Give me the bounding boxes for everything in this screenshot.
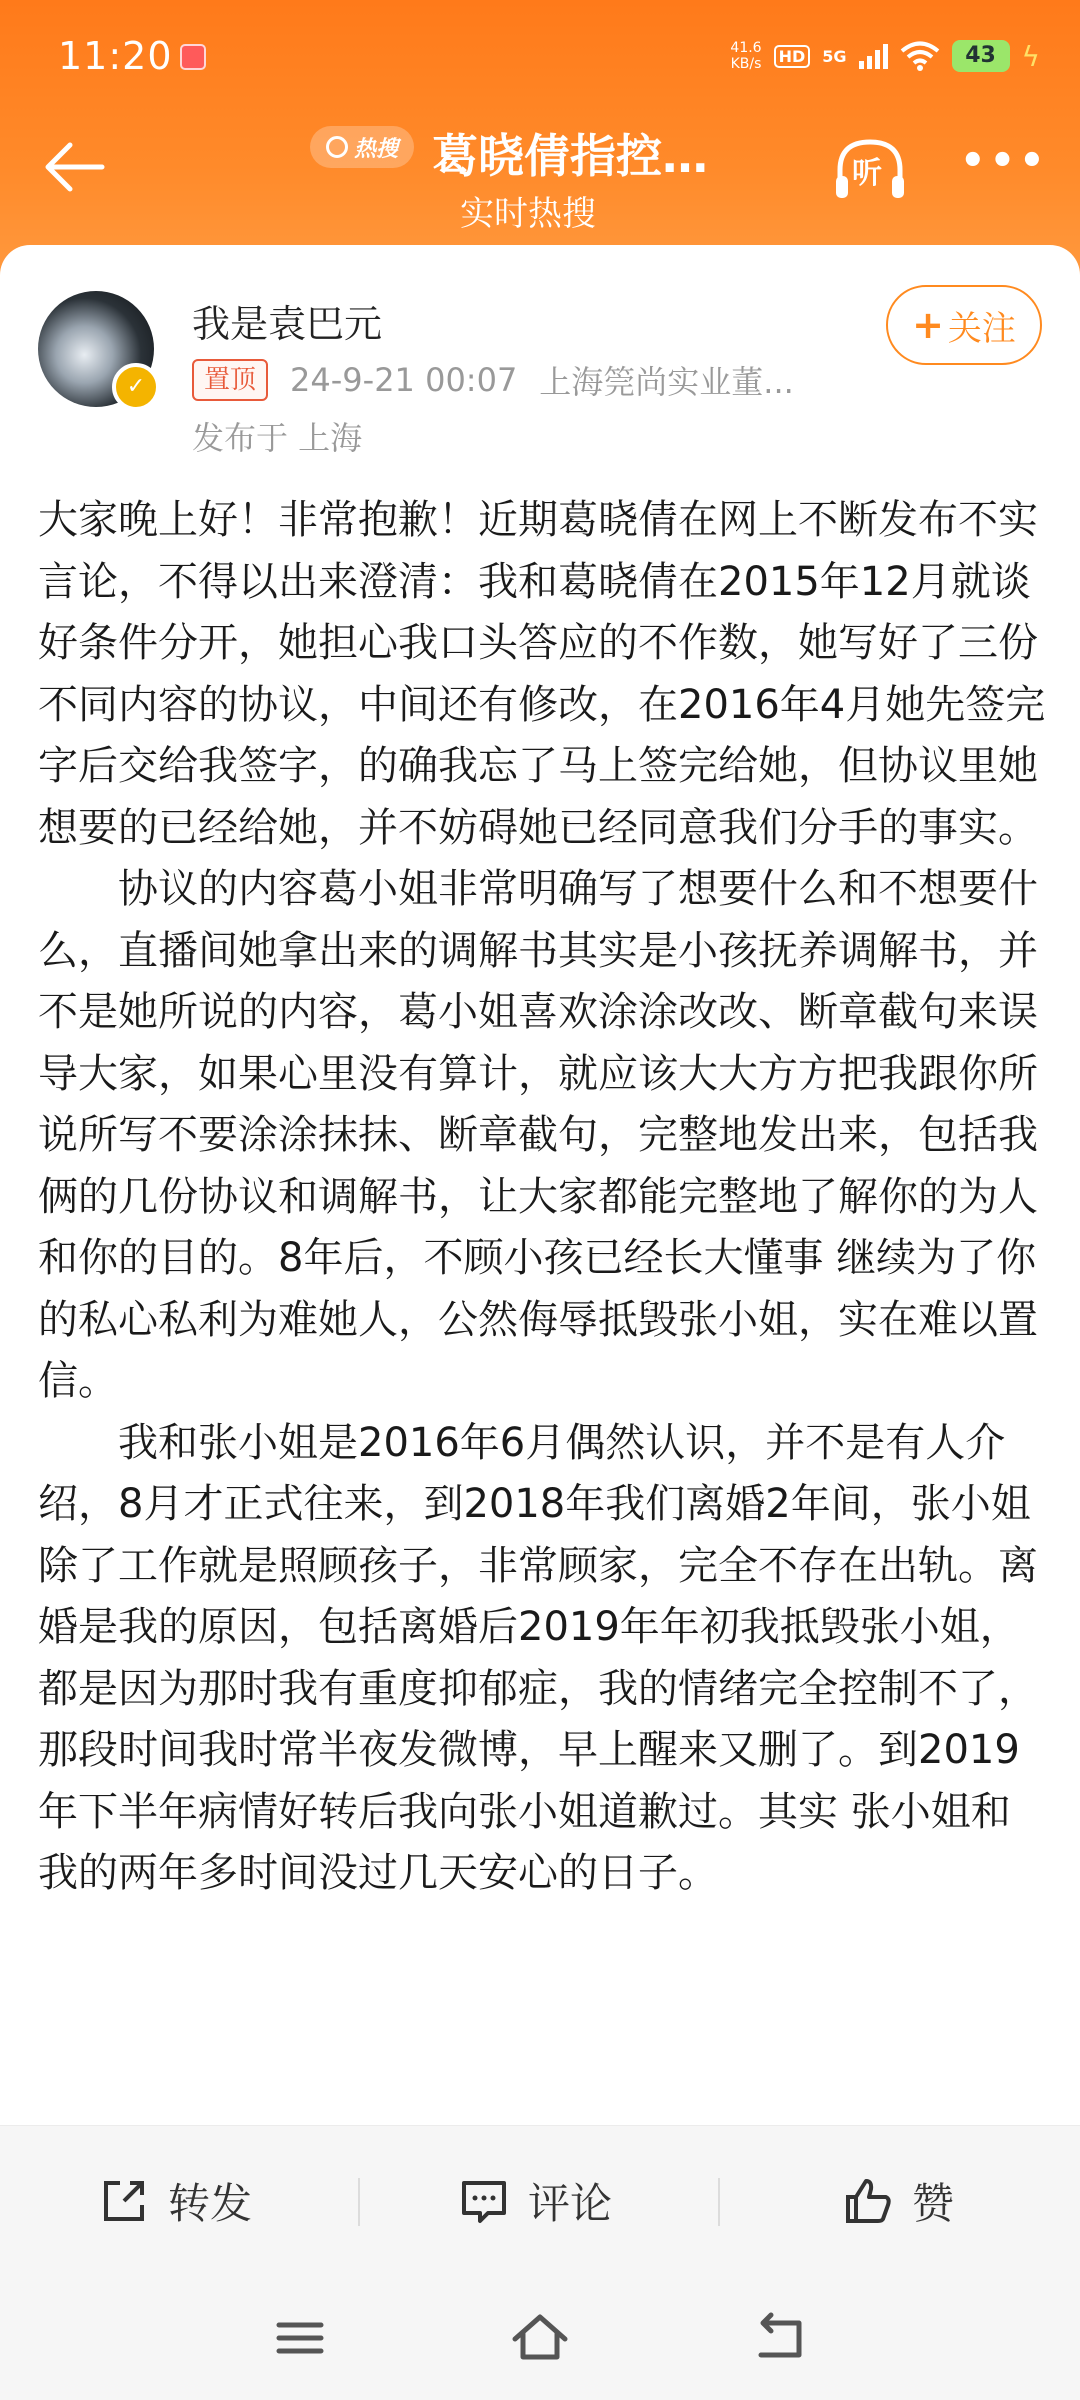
pinned-badge: 置顶 xyxy=(192,359,268,401)
top-nav xyxy=(0,110,1080,260)
post-body xyxy=(38,490,1048,1905)
post-paragraph: 协议的内容葛小姐非常明确写了想要什么和不想要什么，直播间她拿出来的调解书其实是小孩抚养调解书，并不是她所说的内容，葛小姐喜欢涂涂改改、断章截句来误导大家，如果心里没有算计，就应该大大方方把我跟你所说所写不要涂涂抹抹、断章截句，完整地发出来，包括我俩的几份协议和调解书，让大家都能完整地了解你的为人和你的目的。8年后，不顾小孩已经长大懂事 继续为了你的私心私利为难她人，公然侮辱抵毁张小姐，实在难以置信。 xyxy=(38,866,1038,1404)
post-card xyxy=(0,245,1080,2125)
verified-icon: ✓ xyxy=(112,363,160,411)
menu-icon[interactable] xyxy=(265,2303,335,2373)
signal-type: 5G xyxy=(822,46,847,66)
network-speed xyxy=(730,40,761,72)
divider xyxy=(358,2178,360,2226)
network-speed-value: 41.6 xyxy=(730,40,762,56)
repost-button[interactable] xyxy=(98,2126,252,2276)
plus-icon: + xyxy=(912,303,944,347)
post-meta xyxy=(192,357,794,403)
avatar[interactable] xyxy=(38,291,154,407)
username[interactable]: 我是袁巴元 xyxy=(192,302,383,346)
page-title: 葛晓倩指控… xyxy=(432,129,708,183)
hot-search-label: 热搜 xyxy=(353,136,398,162)
hot-search-badge xyxy=(310,126,414,168)
post-source: 上海筦尚实业董... xyxy=(539,363,794,401)
battery-level: 43 xyxy=(965,43,996,68)
repost-label: 转发 xyxy=(168,2179,253,2228)
comment-label: 评论 xyxy=(528,2179,613,2228)
status-bar xyxy=(0,0,1080,110)
signal-bars-icon xyxy=(859,43,888,69)
like-button[interactable] xyxy=(842,2126,954,2276)
more-options-button[interactable]: ••• xyxy=(960,138,1049,184)
wifi-icon xyxy=(900,40,940,72)
network-speed-unit: KB/s xyxy=(730,56,762,72)
status-time: 11:20 xyxy=(58,34,173,78)
page-subtitle: 实时热搜 xyxy=(460,194,596,234)
post-paragraph: 大家晚上好！非常抱歉！近期葛晓倩在网上不断发布不实言论，不得以出来澄清：我和葛晓倩在2015年12月就谈好条件分开，她担心我口头答应的不作数，她写好了三份不同内容的协议，中间还有修改，在2016年4月她先签完字后交给我签字，的确我忘了马上签完给她，但协议里她想要的已经给她，并不妨碍她已经同意我们分手的事实。 xyxy=(38,497,1046,851)
return-icon[interactable] xyxy=(745,2303,815,2373)
notification-icon xyxy=(180,44,206,70)
post-location: 发布于 上海 xyxy=(192,419,363,457)
follow-label: 关注 xyxy=(947,308,1016,349)
battery-icon xyxy=(952,40,1010,72)
status-indicators xyxy=(730,34,1040,78)
search-icon xyxy=(326,136,348,158)
back-arrow-icon[interactable] xyxy=(40,132,110,202)
post-paragraph: 我和张小姐是2016年6月偶然认识，并不是有人介绍，8月才正式往来，到2018年我们离婚2年间，张小姐除了工作就是照顾孩子，非常顾家，完全不存在出轨。离婚是我的原因，包括离婚后2019年年初我抵毁张小姐，都是因为那时我有重度抑郁症，我的情绪完全控制不了，那段时间我时常半夜发微博，早上醒来又删了。到2019年下半年病情好转后我向张小姐道歉过。其实 张小姐和我的两年多时间没过几天安心的日子。 xyxy=(38,1419,1038,1896)
like-label: 赞 xyxy=(912,2179,955,2228)
system-nav-bar xyxy=(0,2275,1080,2400)
follow-button[interactable] xyxy=(886,285,1042,365)
action-bar xyxy=(0,2125,1080,2276)
share-icon xyxy=(98,2175,150,2227)
title-area xyxy=(300,116,780,256)
charging-icon: ϟ xyxy=(1021,39,1040,73)
home-icon[interactable] xyxy=(505,2303,575,2373)
divider xyxy=(718,2178,720,2226)
thumbs-up-icon xyxy=(842,2175,894,2227)
comment-button[interactable] xyxy=(458,2126,612,2276)
listen-button[interactable] xyxy=(830,130,910,210)
hd-badge: HD xyxy=(774,45,811,68)
listen-label: 听 xyxy=(852,156,882,191)
post-time: 24-9-21 00:07 xyxy=(290,361,518,399)
comment-icon xyxy=(458,2175,510,2227)
